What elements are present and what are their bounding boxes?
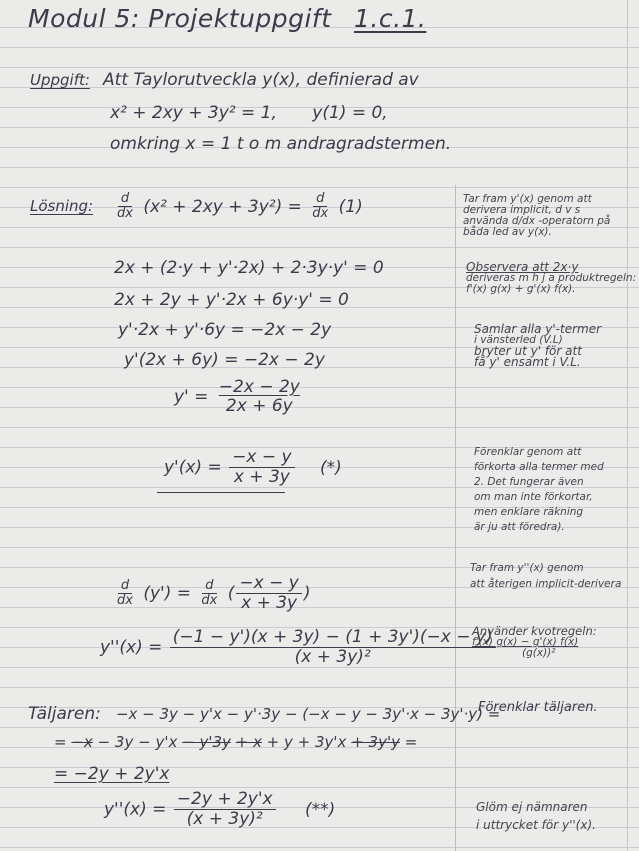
- note-1-line: Tar fram y'(x) genom att: [463, 193, 592, 205]
- step-4: y'(2x + 6y) = −2x − 2y: [124, 350, 325, 370]
- note-1: [463, 194, 610, 238]
- result1-fraction: $\frac{-x - y}{x + 3y}$: [229, 448, 294, 487]
- note-3-line: få y' ensamt i V.L.: [474, 355, 581, 369]
- nl2-cancel-3: − y'3y: [182, 733, 231, 751]
- step-1: 2x + (2·y + y'·2x) + 2·3y·y' = 0: [114, 258, 384, 278]
- note-4-line: Förenklar genom att: [474, 446, 582, 458]
- d-dx-operator-2: $\frac{d}{dx}$: [312, 191, 329, 222]
- nl2-part-2: − 3y − y'x: [97, 733, 178, 751]
- note-6-line: Använder kvotregeln:: [472, 624, 597, 638]
- task-eq-1: x² + 2xy + 3y² = 1,: [110, 103, 277, 123]
- note-4-line: 2. Det fungerar även: [474, 476, 584, 488]
- step5-lhs: y' =: [174, 387, 209, 408]
- note-4-line: är ju att föredra).: [474, 521, 565, 533]
- note-2-line: f'(x) g(x) + g'(x) f(x).: [466, 283, 576, 295]
- deriv2-fraction: $\frac{-x - y}{x + 3y}$: [236, 574, 301, 613]
- title-text: Modul 5: Projektuppgift: [28, 4, 332, 33]
- solution-label-text: Lösning:: [30, 197, 94, 215]
- nl2-cancel-6: + 3y'y: [351, 733, 400, 751]
- task-eq-2: y(1) = 0,: [312, 103, 388, 123]
- nl2-cancel-1: −x: [71, 733, 93, 751]
- result-underline: [157, 492, 285, 493]
- numerator-line-1: [28, 704, 500, 724]
- final-lhs: y''(x) =: [104, 799, 167, 820]
- result-1: [164, 448, 342, 487]
- nl2-end: =: [404, 733, 418, 751]
- eq1-mid: (x² + 2xy + 3y²) =: [143, 197, 302, 218]
- step-5: [174, 378, 305, 416]
- page-title: [28, 4, 426, 33]
- y2-lhs: y''(x) =: [100, 637, 163, 658]
- note-5-line: Tar fram y''(x) genom: [470, 562, 584, 574]
- note-6-line: f'(x) g(x) − g'(x) f(x): [472, 636, 579, 648]
- d-dx-operator: $\frac{d}{dx}$: [117, 191, 133, 222]
- task-line-1: [30, 70, 419, 90]
- task-text-1: Att Taylorutveckla y(x), definierad av: [103, 70, 419, 90]
- note-3-line: Samlar alla y'-termer: [474, 322, 602, 336]
- note-3-line: i vänsterled (V.L): [474, 334, 563, 346]
- title-code: 1.c.1.: [353, 4, 427, 33]
- note-8-line: i uttrycket för y''(x).: [476, 818, 596, 832]
- step-2: 2x + 2y + y'·2x + 6y·y' = 0: [114, 290, 349, 310]
- note-7-line: Förenklar täljaren.: [478, 700, 598, 715]
- task-line-2: [110, 103, 388, 123]
- note-1-line: använda d/dx -operatorn på: [463, 215, 611, 227]
- note-6-line: (g(x))²: [522, 647, 556, 659]
- note-8: [476, 798, 596, 834]
- note-4-line: om man inte förkortar,: [474, 491, 593, 503]
- y2-fraction: $\frac{(-1 - y')(x + 3y) - (1 + 3y')(-x - y)}{\text{(x + 3y)²}}$: [170, 628, 496, 667]
- step-3: y'·2x + y'·6y = −2x − 2y: [118, 320, 332, 340]
- result1-lhs: y'(x) =: [164, 457, 222, 478]
- note-1-line: derivera implicit, d v s: [463, 204, 581, 216]
- numerator-expr-1: −x − 3y − y'x − y'·3y − (−x − y − 3y'·x − 3y'·y) =: [115, 705, 501, 723]
- final-mark: (**): [305, 799, 336, 820]
- final-result: [104, 790, 335, 829]
- d-dx-operator-3: $\frac{d}{dx}$: [117, 577, 133, 608]
- note-6: [472, 626, 597, 659]
- note-8-line: Glöm ej nämnaren: [476, 800, 588, 814]
- note-5-line: att återigen implicit-derivera: [470, 578, 622, 590]
- task-label: Uppgift:: [30, 71, 90, 89]
- nl2-cancel-4: + x: [235, 733, 262, 751]
- task-line-3: omkring x = 1 t o m andragradstermen.: [110, 134, 452, 154]
- numerator-label: Täljaren:: [28, 704, 101, 724]
- note-3-line: bryter ut y' för att: [474, 344, 582, 358]
- deriv-2: $\frac{d}{dx}$ (y') = $\frac{d}{dx}$ ( $\frac{-x - y}{x + 3y}$ ): [112, 574, 310, 613]
- note-3: [474, 324, 601, 368]
- note-2: [466, 262, 636, 295]
- note-2-line: Observera att 2x·y: [466, 260, 579, 274]
- margin-line: [455, 185, 456, 851]
- note-5: [470, 560, 621, 592]
- nl2-part-5: + y + 3y'x: [266, 733, 347, 751]
- note-1-line: båda led av y(x).: [463, 226, 552, 238]
- nl2-eq: =: [54, 733, 67, 751]
- y2-quotient: [100, 628, 498, 667]
- d-dx-operator-4: $\frac{d}{dx}$: [201, 577, 218, 608]
- note-4-line: men enklare räkning: [474, 506, 584, 518]
- result1-mark: (*): [319, 457, 342, 478]
- eq-derive-1: [112, 192, 363, 222]
- right-margin-line: [627, 0, 628, 851]
- deriv2-lhs: (y') =: [143, 583, 192, 604]
- eq1-rhs: (1): [338, 197, 363, 218]
- step5-fraction: $\frac{-2x - 2y}{2x + 6y}$: [218, 377, 300, 416]
- note-4-line: förkorta alla termer med: [474, 461, 604, 473]
- numerator-line-2: [54, 733, 417, 751]
- note-2-line: deriveras m h j a produktregeln:: [466, 272, 637, 284]
- final-fraction: $\frac{-2y + 2y'x}{\text{(x + 3y)²}}$: [174, 790, 276, 829]
- numerator-line-3: = −2y + 2y'x: [54, 764, 170, 784]
- note-4: [474, 445, 604, 535]
- solution-label: [30, 196, 93, 215]
- note-7: [478, 700, 598, 715]
